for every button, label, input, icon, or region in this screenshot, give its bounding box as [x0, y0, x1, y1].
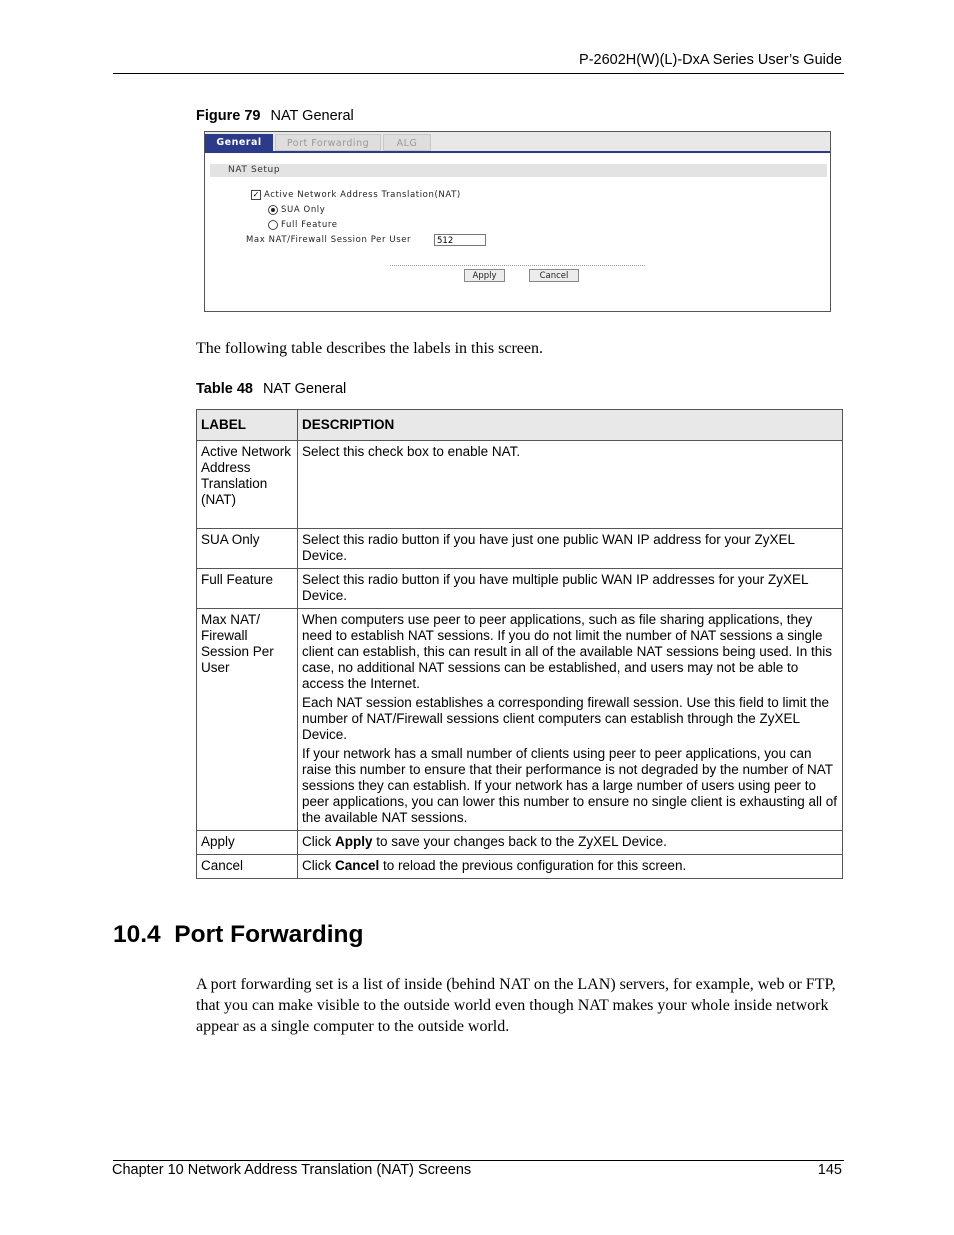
table-row: [197, 441, 843, 529]
label-description-table: [196, 409, 843, 879]
figure-caption: [196, 108, 354, 124]
tab-port-forwarding[interactable]: Port Forwarding: [275, 134, 381, 151]
row-label: Max NAT/ Firewall Session Per User: [197, 609, 298, 831]
description-paragraph: If your network has a small number of clients using peer to peer applications, you can raise this number to ensure that their performance is not degraded by the number of NAT sessions they can establish. If your network has a large number of users using peer to peer applications, you can lower this number to ensure no single client is exhausting all of the available NAT sessions.: [302, 746, 838, 825]
session-limit-input[interactable]: 512: [434, 234, 486, 246]
table-row: [197, 529, 843, 569]
sua-only-radio[interactable]: [268, 205, 278, 215]
footer-rule: [113, 1160, 844, 1161]
description-paragraph: When computers use peer to peer applications, such as file sharing applications, they need to establish NAT sessions. If you do not limit the number of NAT sessions a single client can establish, this can result in all of the available NAT sessions being used. In this case, no additional NAT sessions can be established, and users may not be able to access the Internet.: [302, 612, 833, 691]
row-label: Active Network Address Translation (NAT): [197, 441, 298, 529]
figure-label: Figure 79: [196, 108, 261, 124]
full-feature-radio[interactable]: [268, 220, 278, 230]
session-limit-label: Max NAT/Firewall Session Per User: [246, 235, 412, 245]
page-number: 145: [817, 1162, 842, 1178]
table-label: Table 48: [196, 381, 253, 397]
row-description: [298, 609, 843, 831]
apply-button[interactable]: Apply: [464, 269, 505, 282]
nat-checkbox-label: Active Network Address Translation(NAT): [264, 190, 461, 200]
table-row: [197, 609, 843, 831]
row-description: Click Apply to save your changes back to the ZyXEL Device.: [298, 831, 843, 855]
figure-title: NAT General: [270, 108, 354, 124]
header-rule: [113, 73, 844, 74]
sua-only-label: SUA Only: [281, 205, 326, 215]
intro-paragraph: The following table describes the labels in this screen.: [196, 340, 544, 357]
section-paragraph: A port forwarding set is a list of inside (behind NAT on the LAN) servers, for example, web or FTP, that you can make visible to the outside world even though NAT makes your whole inside network appear as a single computer to the outside world.: [196, 976, 836, 1035]
footer-chapter: Chapter 10 Network Address Translation (NAT) Screens: [112, 1162, 472, 1178]
section-heading: 10.4 Port Forwarding: [113, 921, 364, 948]
row-label: Full Feature: [197, 569, 298, 609]
row-description: Click Cancel to reload the previous configuration for this screen.: [298, 855, 843, 879]
row-description: Select this check box to enable NAT.: [298, 441, 843, 529]
col-header-label: LABEL: [197, 410, 298, 441]
table-header-row: [197, 410, 843, 441]
table-caption: [196, 381, 346, 397]
row-description: Select this radio button if you have just one public WAN IP address for your ZyXEL Device.: [298, 529, 843, 569]
table-row: [197, 831, 843, 855]
tab-bar: [205, 132, 830, 153]
emphasis: Cancel: [335, 858, 380, 873]
description-paragraph: Each NAT session establishes a corresponding firewall session. Use this field to limit the number of NAT/Firewall sessions client computers can establish through the ZyXEL Device.: [302, 695, 829, 742]
nat-setup-section-title: NAT Setup: [210, 164, 827, 177]
row-description: Select this radio button if you have multiple public WAN IP addresses for your ZyXEL Device.: [298, 569, 843, 609]
nat-general-screenshot: [204, 131, 831, 312]
table-title: NAT General: [262, 381, 347, 397]
row-label: Apply: [197, 831, 298, 855]
full-feature-label: Full Feature: [281, 220, 338, 230]
table-row: [197, 855, 843, 879]
running-header: P-2602H(W)(L)-DxA Series User’s Guide: [579, 52, 842, 68]
separator-dotted: [390, 265, 645, 266]
nat-checkbox[interactable]: ✓: [252, 190, 260, 199]
cancel-button[interactable]: Cancel: [529, 269, 579, 282]
row-label: SUA Only: [197, 529, 298, 569]
tab-general[interactable]: General: [205, 134, 273, 151]
tab-alg[interactable]: ALG: [383, 134, 431, 151]
table-row: [197, 569, 843, 609]
row-label: Cancel: [197, 855, 298, 879]
col-header-description: DESCRIPTION: [298, 410, 843, 441]
emphasis: Apply: [335, 834, 373, 849]
